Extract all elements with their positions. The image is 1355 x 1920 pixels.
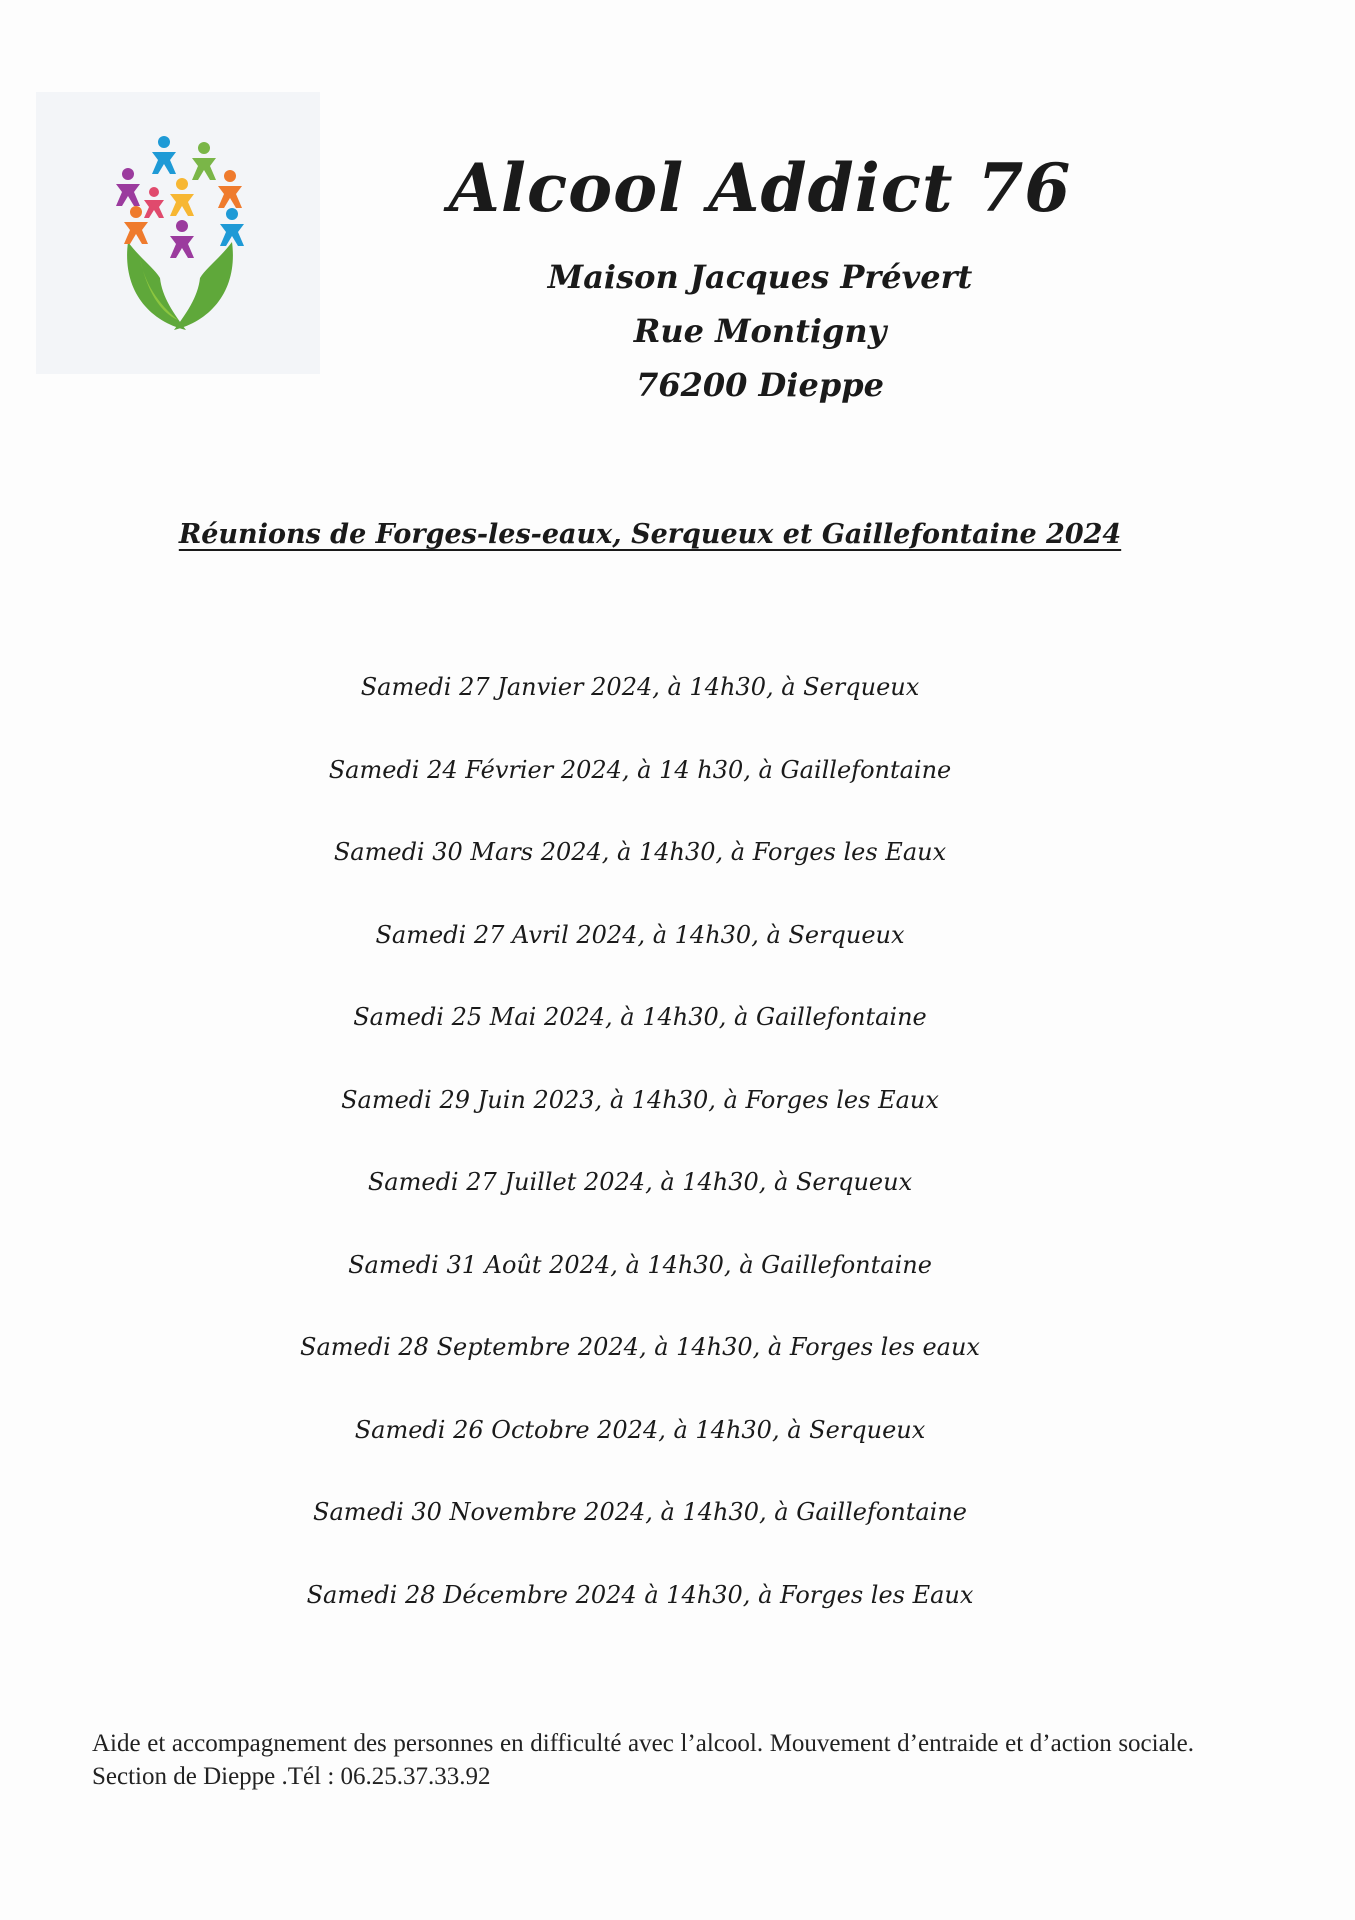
meeting-item: Samedi 29 Juin 2023, à 14h30, à Forges les Eaux bbox=[341, 1085, 939, 1114]
address-line: Rue Montigny bbox=[633, 312, 887, 350]
logo bbox=[36, 92, 320, 374]
meeting-item: Samedi 27 Juillet 2024, à 14h30, à Serqueux bbox=[367, 1168, 913, 1196]
meeting-item: Samedi 30 Mars 2024, à 14h30, à Forges les Eaux bbox=[333, 838, 947, 866]
meeting-item: Samedi 27 Avril 2024, à 14h30, à Serqueux bbox=[375, 920, 905, 949]
meeting-list bbox=[200, 660, 1080, 1650]
meeting-item: Samedi 28 Décembre 2024 à 14h30, à Forges les Eaux bbox=[306, 1580, 974, 1609]
meetings-heading: Réunions de Forges-les-eaux, Serqueux et Gaillefontaine 2024 bbox=[178, 519, 1122, 550]
meeting-item: Samedi 27 Janvier 2024, à 14h30, à Serqueux bbox=[360, 673, 920, 701]
meeting-item: Samedi 28 Septembre 2024, à 14h30, à Forges les eaux bbox=[300, 1333, 980, 1361]
meeting-item: Samedi 26 Octobre 2024, à 14h30, à Serqueux bbox=[354, 1415, 926, 1444]
address-block bbox=[460, 250, 1060, 412]
footer-description: Aide et accompagnement des personnes en difficulté avec l’alcool. Mouvement d’entraide et d’action sociale. Section de Dieppe .Tél : 06.25.37.33.92 bbox=[92, 1730, 1194, 1790]
people-in-hands-logo-icon bbox=[36, 92, 320, 374]
address-line: Maison Jacques Prévert bbox=[547, 258, 973, 296]
address-line: 76200 Dieppe bbox=[636, 366, 884, 404]
organization-title: Alcool Addict 76 bbox=[448, 149, 1072, 227]
meeting-item: Samedi 24 Février 2024, à 14 h30, à Gaillefontaine bbox=[328, 755, 952, 784]
meeting-item: Samedi 25 Mai 2024, à 14h30, à Gaillefontaine bbox=[353, 1003, 927, 1031]
meeting-item: Samedi 30 Novembre 2024, à 14h30, à Gaillefontaine bbox=[313, 1498, 967, 1526]
meeting-item: Samedi 31 Août 2024, à 14h30, à Gaillefontaine bbox=[348, 1250, 932, 1279]
